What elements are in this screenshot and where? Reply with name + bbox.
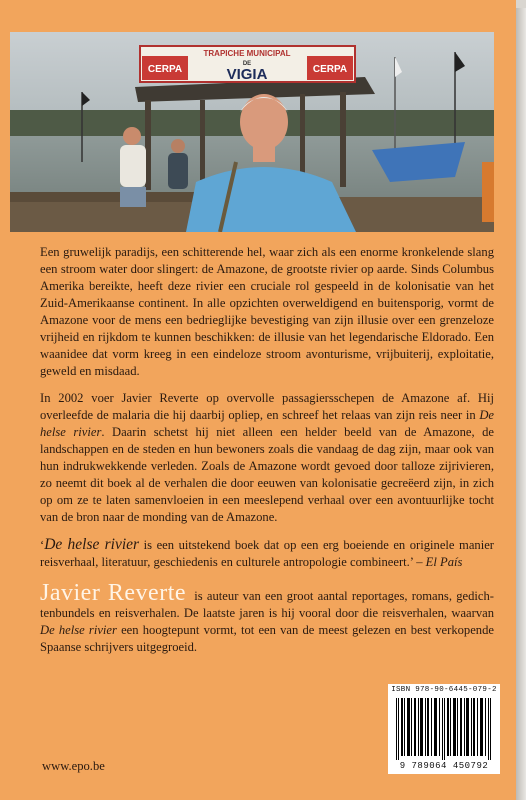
isbn-label: ISBN 978-90-6445-079-2 <box>391 686 497 694</box>
author-bio <box>40 581 494 656</box>
author-name: Javier Reverte <box>40 580 187 606</box>
sign-sub-text: DE <box>242 61 252 67</box>
blurb-book-title: De helse rivier <box>40 408 494 439</box>
sign-main-text: VIGIA <box>226 66 268 83</box>
sign-top-text: TRAPICHE MUNICIPAL <box>203 49 291 58</box>
isbn-barcode <box>388 684 500 774</box>
author-bio-book-title: De helse rivier <box>40 623 117 637</box>
photo-scene <box>10 32 494 232</box>
quote-source: El País <box>425 555 463 569</box>
publisher-website: www.epo.be <box>42 759 105 773</box>
blurb-paragraph-2 <box>40 390 494 526</box>
cover-photo <box>10 32 494 232</box>
back-cover-text <box>40 244 494 666</box>
sign-brand-left: CERPA <box>147 64 183 75</box>
quote-open-mark: ‘ <box>40 538 45 552</box>
blurb-paragraph-1: Een gruwelijk paradijs, een schitterende hel, waar zich als een enorme kronkelende slang een stroom water door slingert: de Amazone, de grootste rivier op aarde. Sinds Columbus Amerika bereikte, heeft deze rivier een cruciale rol gespeeld in de kolonisatie van het Zuid-Amerikaanse continent. In alle opzichten overweldigend en buitensporig, vormt de Amazone voor de mens een bedrieglijke bevestiging van zijn illusie over een grenzeloze vrijheid en rijkdom te kunnen beschikken: de illusie van het legendarische Eldorado. Een waanidee dat vorm kreeg in een eindeloze stroom avonturisme, vrijbuiterij, exploitatie, geweld en misdaad. <box>40 245 494 378</box>
barcode-number: 9 789064 450792 <box>399 761 489 771</box>
barcode-bars <box>394 698 494 760</box>
blurb-paragraph-2-part-b: . Daarin schetst hij niet alleen een helder beeld van de Amazone, de landschappen en de steden en hun bewoners zoals die vandaag de dag zijn, maar ook van hun indrukwekkende verleden. Zoals de Amazone wordt gevoed door talloze zijrivieren, zo neemt dit boek al de verhalen die door eeuwen van kolonisatie gecreëerd zijn, in zich op om ze te laten samenvloeien in een meeslepend verhaal over een avontuurlijke tocht van de bron naar de monding van de Amazone. <box>40 425 494 524</box>
sign-brand-right: CERPA <box>312 64 348 75</box>
press-quote <box>40 536 494 571</box>
quote-text: is een uitstekend boek dat op een erg boeiende en originele manier reisverhaal, literatuur, geschiedenis en culturele antropologie combineert.’ – <box>40 538 495 569</box>
blurb-paragraph-2-part-a: In 2002 voer Javier Reverte op overvolle passagiersschepen de Amazone af. Hij overleefde de malaria die hij daarbij opliep, en schreef het relaas van zijn reis neer in <box>40 391 494 422</box>
author-bio-part-b: een hoogtepunt vormt, tot een van de meest gelezen en best verkopende Spaanse schrijvers uitgegroeid. <box>40 623 494 654</box>
quote-book-title: De helse rivier <box>44 536 140 553</box>
author-bio-part-a: is auteur van een groot aantal reportages, romans, gedichtenbundels en reisverhalen. De laatste jaren is hij vooral door die reisverhalen, waarvan <box>40 589 494 620</box>
page-edge <box>516 8 526 800</box>
